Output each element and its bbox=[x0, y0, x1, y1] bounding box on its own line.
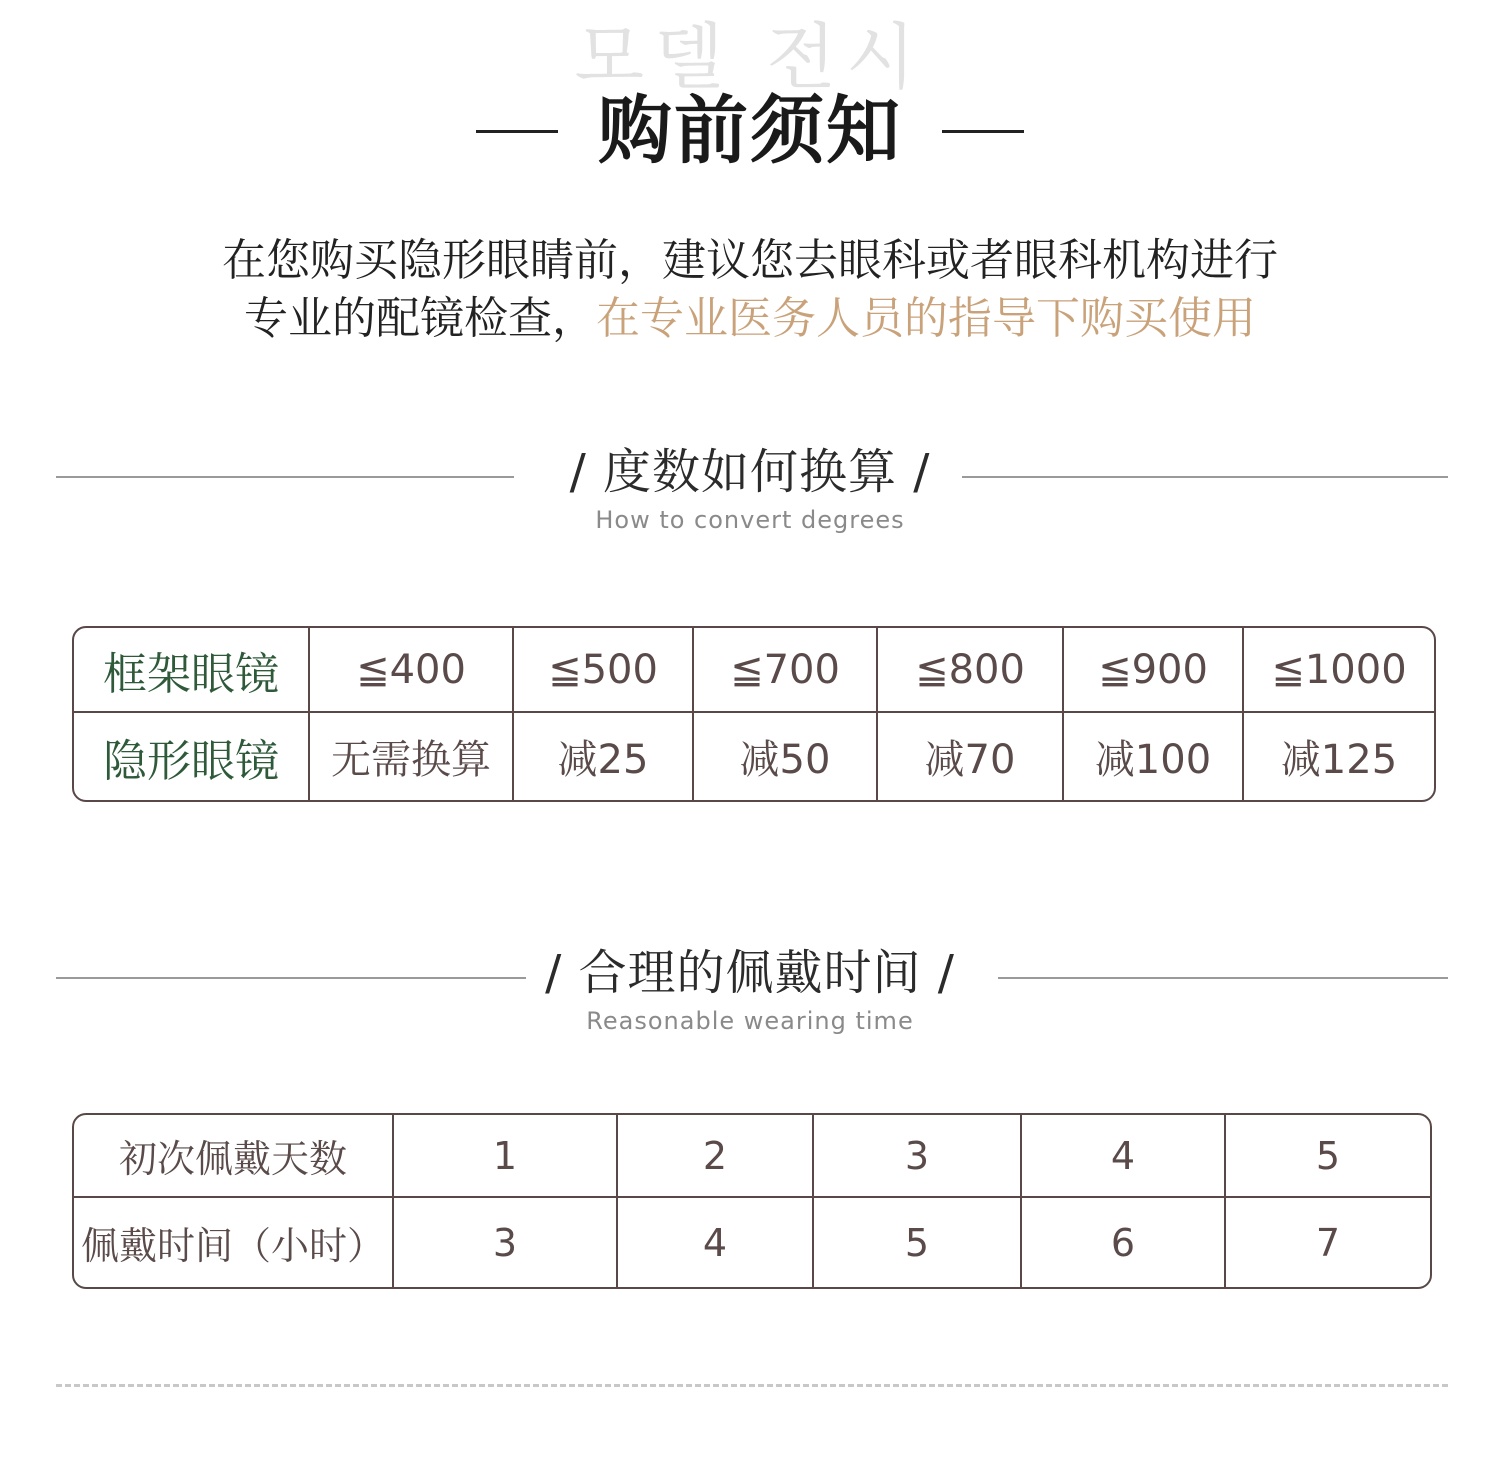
page-title: 购前须知 bbox=[598, 88, 902, 174]
section1-subtitle: How to convert degrees bbox=[595, 506, 905, 534]
table-cell: ≦1000 bbox=[1244, 628, 1434, 713]
table-cell: ≦900 bbox=[1064, 628, 1244, 713]
table-cell: 减25 bbox=[514, 713, 694, 800]
section2-subtitle: Reasonable wearing time bbox=[586, 1007, 914, 1035]
table-cell: 3 bbox=[394, 1198, 618, 1287]
table-row bbox=[74, 628, 1434, 713]
row-header-contact-lenses: 隐形眼镜 bbox=[74, 713, 310, 800]
section1-title: / 度数如何换算 / bbox=[569, 444, 931, 500]
intro-line-2-plain: 专业的配镜检查， bbox=[244, 293, 596, 344]
page-header bbox=[0, 86, 1500, 176]
intro-line-1: 在您购买隐形眼睛前，建议您去眼科或者眼科机构进行 bbox=[222, 235, 1278, 286]
intro-text bbox=[0, 232, 1500, 348]
row-header-frame-glasses: 框架眼镜 bbox=[74, 628, 310, 713]
table-cell: 无需换算 bbox=[310, 713, 514, 800]
bottom-dashed-divider bbox=[56, 1384, 1448, 1387]
row-header-wear-hours: 佩戴时间（小时） bbox=[74, 1198, 394, 1287]
table-cell: 7 bbox=[1315, 1220, 1341, 1265]
table-cell: ≦400 bbox=[310, 628, 514, 713]
table-cell: 减50 bbox=[694, 713, 878, 800]
intro-line-2 bbox=[0, 290, 1500, 348]
table-cell: ≦700 bbox=[694, 628, 878, 713]
table-cell: 5 bbox=[1226, 1115, 1430, 1198]
table-cell: 5 bbox=[814, 1198, 1022, 1287]
wearing-time-table bbox=[72, 1113, 1432, 1289]
intro-line-2-highlight: 在专业医务人员的指导下购买使用 bbox=[596, 293, 1256, 344]
table-cell: 4 bbox=[1022, 1115, 1226, 1198]
table-cell: 减100 bbox=[1064, 713, 1244, 800]
row-header-first-wear-days: 初次佩戴天数 bbox=[74, 1115, 394, 1198]
table-cell: 2 bbox=[618, 1115, 814, 1198]
table-cell: 3 bbox=[814, 1115, 1022, 1198]
table-cell: 减70 bbox=[878, 713, 1064, 800]
table-cell: 1 bbox=[394, 1115, 618, 1198]
section2-title: / 合理的佩戴时间 / bbox=[545, 945, 955, 1001]
table-cell: 6 bbox=[1022, 1198, 1226, 1287]
table-cell: 4 bbox=[618, 1198, 814, 1287]
header-dash-left bbox=[476, 130, 558, 133]
table-cell: 减125 bbox=[1280, 737, 1398, 783]
table-row bbox=[74, 1115, 1430, 1198]
table-row bbox=[74, 1198, 1430, 1287]
table-row bbox=[74, 713, 1434, 800]
watermark-text: 모델 전시 bbox=[574, 15, 926, 99]
table-cell: ≦500 bbox=[514, 628, 694, 713]
header-dash-right bbox=[942, 130, 1024, 133]
degree-conversion-table bbox=[72, 626, 1436, 802]
table-cell: ≦800 bbox=[878, 628, 1064, 713]
